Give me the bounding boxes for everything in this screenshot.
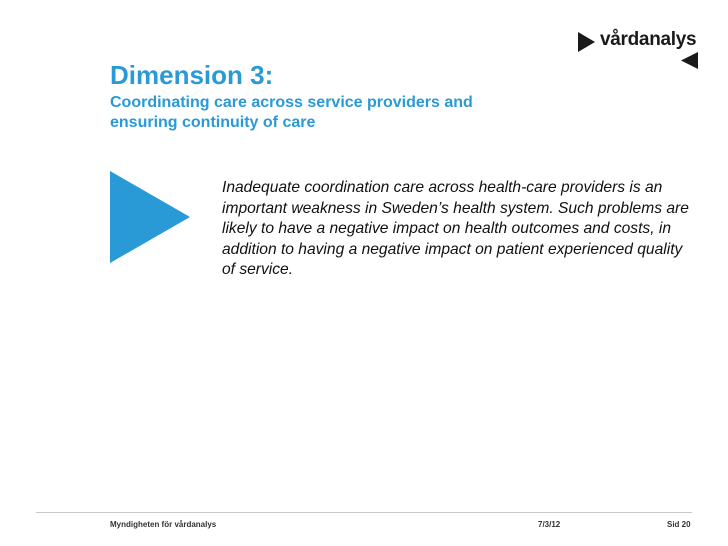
footer-page-number: Sid 20 xyxy=(667,520,691,529)
vardanalys-logo xyxy=(578,22,698,70)
slide-subtitle: Coordinating care across service providers and ensuring continuity of care xyxy=(110,94,473,131)
play-triangle-icon xyxy=(110,171,190,263)
arrow-right-icon xyxy=(578,32,595,52)
footer-divider xyxy=(36,512,692,513)
arrow-left-icon xyxy=(681,52,698,69)
footer-organization: Myndigheten för vårdanalys xyxy=(110,520,217,529)
logo-brand-text: vårdanalys xyxy=(600,29,697,50)
slide-title: Dimension 3: xyxy=(110,60,274,90)
slide-body-text: Inadequate coordination care across health-care providers is an important weakness in Sweden’s health system. Such problems are likely to have a negative impact on health outcomes and costs, in addition to having a negative impact on patient experienced quality of service. xyxy=(222,179,689,278)
footer-date: 7/3/12 xyxy=(538,520,561,529)
